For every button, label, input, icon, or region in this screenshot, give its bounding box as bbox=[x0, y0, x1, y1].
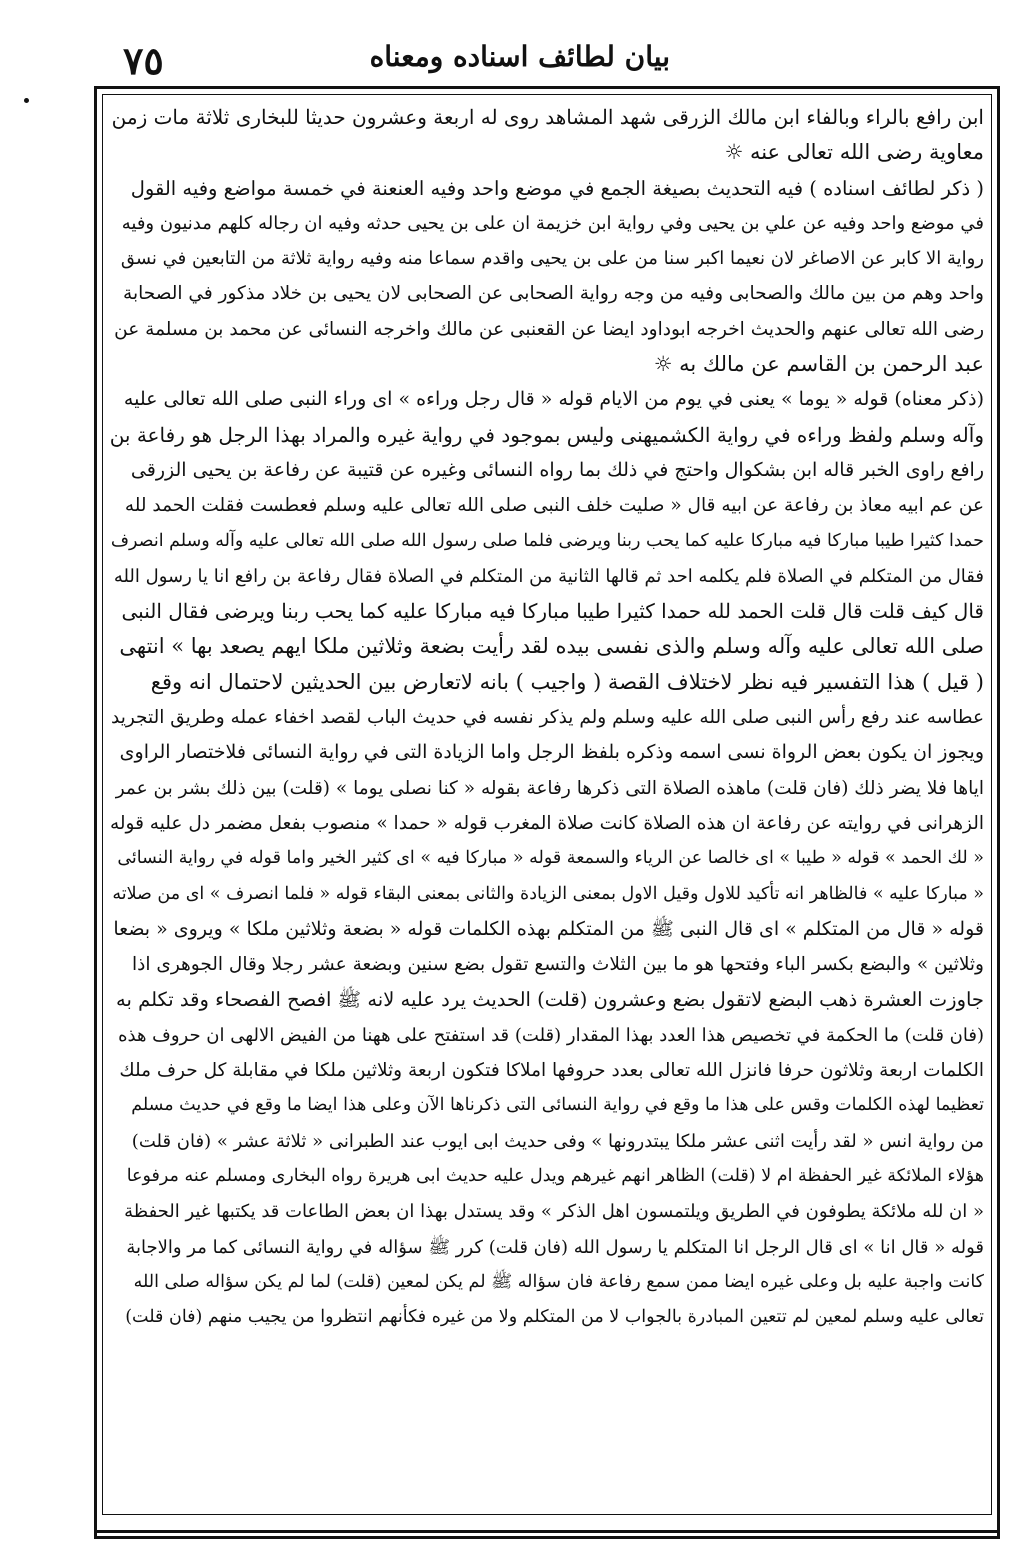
text-line: رافع راوى الخبر قاله ابن بشكوال واحتج في ذلك بما رواه النسائى وغيره عن قتيبة عن رفاعة بن يحيى الزرقى bbox=[130, 458, 984, 481]
running-title: بيان لطائف اسناده ومعناه bbox=[369, 40, 670, 73]
text-line: ( ذكر لطائف اسناده ) فيه التحديث بصيغة الجمع في موضع واحد وفيه العنعنة في خمسة مواضع وفيه القول bbox=[130, 176, 984, 200]
ink-speck bbox=[24, 98, 29, 103]
body-text bbox=[110, 100, 984, 1512]
text-line: (ذكر معناه) قوله « يوما » يعنى في يوم من الايام قوله « قال رجل وراءه » اى وراء النبى صلى الله تعالى عليه bbox=[123, 388, 984, 411]
text-line: معاوية رضى الله تعالى عنه ☼ bbox=[724, 140, 984, 165]
text-line: وآله وسلم ولفظ وراءه في رواية الكشميهنى وليس بموجود في رواية غيره والمراد بهذا الرجل هو رفاعة بن bbox=[110, 422, 984, 447]
text-line: « ان لله ملائكة يطوفون في الطريق ويلتمسون اهل الذكر » وقد يستدل بهذا ان بعض الطاعات قد يكتبها غير الحفظة bbox=[124, 1201, 984, 1223]
text-line: الزهرانى في روايته عن رفاعة ان هذه الصلاة كانت صلاة المغرب قوله « حمدا » منصوب بفعل مضمر دل عليه قوله bbox=[110, 812, 984, 834]
text-line: ويجوز ان يكون بعض الرواة نسى اسمه وذكره بلفظ الرجل واما الزيادة التى في رواية النسائى فلاختصار الراوى bbox=[119, 741, 984, 764]
text-line: صلى الله تعالى عليه وآله وسلم والذى نفسى بيده لقد رأيت بضعة وثلاثين ملكا ايهم يصعد بها » انتهى bbox=[119, 634, 984, 659]
text-line: كانت واجبة عليه بل وعلى غيره ايضا ممن سمع رفاعة فان سؤاله ﷺ لم يكن لمعين (قلت) لما لم يكن سؤاله صلى الله bbox=[133, 1271, 984, 1292]
text-line: قوله « قال من المتكلم » اى قال النبى ﷺ من المتكلم بهذه الكلمات قوله « بضعة وثلاثين ملكا » ويروى « بضعا bbox=[113, 917, 984, 940]
text-line: الكلمات اربعة وثلاثون حرفا فانزل الله تعالى بعدد حروفها املاكا فتكون اربعة وثلاثين ملكا في مقابلة كل حرف ملك bbox=[119, 1060, 984, 1082]
text-line: عن عم ابيه معاذ بن رفاعة عن ابيه قال « صليت خلف النبى صلى الله تعالى عليه وسلم فعطست فقلت الحمد لله bbox=[124, 495, 984, 517]
text-line: هؤلاء الملائكة غير الحفظة ام لا (قلت) الظاهر انهم غيرهم ويدل عليه حديث ابى هريرة رواه البخارى ومسلم عنه مرفوعا bbox=[126, 1165, 984, 1186]
text-line: حمدا كثيرا طيبا مباركا فيه مباركا عليه كما يحب ربنا ويرضى فلما صلى رسول الله صلى الله تعالى عليه وآله وسلم انصرف bbox=[110, 530, 984, 551]
text-line: اياها فلا يضر ذلك (فان قلت) ماهذه الصلاة التى ذكرها رفاعة بقوله « كنا نصلى يوما » (قلت) بين ذلك بشر بن عمر bbox=[115, 777, 984, 799]
text-line: وثلاثين » والبضع بكسر الباء وفتحها هو ما بين الثلاث والتسع تقول بضع سنين وبضعة عشر رجلا وقال الجوهرى اذا bbox=[131, 954, 984, 976]
text-line: « مباركا عليه » فالظاهر انه تأكيد للاول وقيل الاول بمعنى الزيادة والثانى بمعنى البقاء قوله « فلما انصرف » اى من صلاته bbox=[112, 883, 984, 904]
text-line: من رواية انس « لقد رأيت اثنى عشر ملكا يبتدرونها » وفى حديث ابى ايوب عند الطبرانى « ثلاثة عشر » (فان قلت) bbox=[131, 1130, 984, 1152]
text-line: رواية الا كابر عن الاصاغر لان نعيما اكبر سنا من على بن يحيى واقدم سماعا منه وفيه رواية ثلاثة من التابعين في نسق bbox=[120, 248, 984, 270]
text-line: عبد الرحمن بن القاسم عن مالك به ☼ bbox=[653, 352, 984, 377]
text-line: تعظيما لهذه الكلمات وقس على هذا ما وقع في رواية النسائى التى ذكرناها الآن وعلى هذا ايضا ما وقع في حديث مسلم bbox=[131, 1095, 984, 1116]
text-line: قوله « قال انا » اى قال الرجل انا المتكلم يا رسول الله (فان قلت) كرر ﷺ سؤاله في رواية النسائى كما مر والاجابة bbox=[126, 1236, 984, 1258]
text-line: (فان قلت) ما الحكمة في تخصيص هذا العدد بهذا المقدار (قلت) قد استفتح على ههنا من الفيض الالهى ان حروف هذه bbox=[118, 1024, 984, 1046]
frame-bottom-rule bbox=[94, 1530, 1000, 1533]
text-line: ( قيل ) هذا التفسير فيه نظر لاختلاف القصة ( واجيب ) بانه لاتعارض بين الحديثين لاحتمال انه وقع bbox=[150, 669, 984, 694]
page-header bbox=[95, 30, 1000, 90]
text-line: فقال من المتكلم في الصلاة فلم يكلمه احد ثم قالها الثانية من المتكلم في الصلاة فقال رفاعة بن رافع انا يا رسول الله bbox=[113, 565, 984, 587]
page-number: ٧٥ bbox=[123, 38, 164, 83]
text-line: في موضع واحد وفيه عن علي بن يحيى وفي رواية ابن خزيمة ان على بن يحيى حدثه وفيه ان رجاله كلهم مدنيون وفيه bbox=[121, 212, 984, 234]
text-line: قال كيف قلت قال قلت الحمد لله حمدا كثيرا طيبا مباركا فيه مباركا عليه كما يحب ربنا ويرضى فقال النبى bbox=[121, 599, 984, 624]
text-line: واحد وهم من بين مالك والصحابى وفيه من وجه رواية الصحابى عن الصحابى لان يحيى بن خلاد مذكور في الصحابة bbox=[123, 283, 984, 305]
text-line: جاوزت العشرة ذهب البضع لاتقول بضع وعشرون (قلت) الحديث يرد عليه لانه ﷺ افصح الفصحاء وقد تكلم به bbox=[116, 988, 984, 1012]
text-line: تعالى عليه وسلم لمعين لم تتعين المبادرة بالجواب لا من المتكلم ولا من غيره فكأنهم انتظروا من يجيب منهم (فان قلت) bbox=[125, 1307, 984, 1328]
text-line: رضى الله تعالى عنهم والحديث اخرجه ابوداود ايضا عن القعنبى عن مالك واخرجه النسائى عن محمد بن مسلمة عن bbox=[114, 318, 984, 340]
text-line: « لك الحمد » قوله « طيبا » اى خالصا عن الرياء والسمعة قوله « مباركا فيه » اى كثير الخير واما قوله في رواية النسائى bbox=[117, 848, 984, 869]
text-line: عطاسه عند رفع رأس النبى صلى الله عليه وسلم ولم يذكر نفسه في حديث الباب لقصد اخفاء عمله وطريق التجريد bbox=[110, 707, 984, 729]
text-line: ابن رافع بالراء وبالفاء ابن مالك الزرقى شهد المشاهد روى له اربعة وعشرون حديثا للبخارى ثلاثة مات زمن bbox=[111, 105, 984, 129]
